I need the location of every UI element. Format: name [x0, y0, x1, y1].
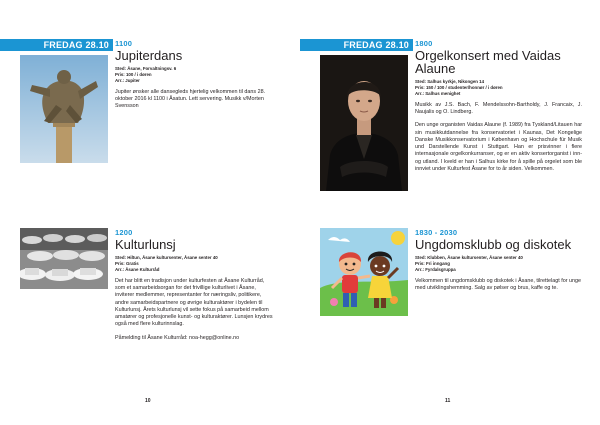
date-band: FREDAG 28.10: [0, 39, 113, 51]
event-location: Sted: Klubben, Åsane kultursenter, Åsane senter 40: [415, 255, 523, 260]
event-meta: [115, 66, 275, 85]
page-number: 10: [145, 398, 151, 404]
event-description: [115, 278, 275, 342]
event-description: [415, 102, 582, 174]
event-price: Pris: Fri inngang: [415, 261, 450, 267]
description-paragraph: Det har blitt en tradisjon under kulturfesten at Åsane Kulturråd, som et samarbeidsorgan for det frivillige kulturlivet i Åsane, inviterer medlemmer, representanter for næringsliv, politikere, andre samarbeidspartnere og øvrige kulturaktører i bydelen til Kulturlunsj. Årets kulturlunsj vil sette fokus på samarbeid mellom amatører og profesjonelle kunst- og kulturaktører. Lunsjen krydres også med flere kulturinnslag.: [115, 277, 273, 328]
kids-illustration: [320, 228, 408, 316]
description-paragraph: Den unge organisten Vaidas Alaune (f. 1989) fra Tyskland/Litauen har sin musikkutdannelse fra konservatoriet i Kaunas, Det Kongelige Danske Musikkonservatorium i København og Hochschule für Musik und Darstellende Kunst i Stuttgart. Han er prisvinner i flere internasjonale orgelkonkurranser, og er en aktiv konsertorganist i inn- og utland. I kveld er han i Salhus kirke for å spille på orgelet som ble innviet under Kulturfest Åsane for to år siden. Velkommen.: [415, 122, 582, 172]
event-meta: [415, 79, 582, 98]
event-location: Sted: Åsane, Forvaltningsv. 6: [115, 66, 177, 71]
right-page: [300, 0, 600, 425]
organist-portrait: [320, 55, 408, 191]
event-meta: [115, 255, 275, 274]
event-price: Pris: 150 / 100 / studenter/honnør / i døren: [415, 85, 503, 91]
event-organizer: Arr.: Jupiter: [115, 78, 140, 84]
event-price: Pris: 100 / i døren: [115, 72, 152, 78]
event-kulturlunsj: [115, 228, 275, 348]
event-title: Orgelkonsert med Vaidas Alaune: [415, 48, 561, 76]
event-price: Pris: Gratis: [115, 261, 139, 267]
description-paragraph: Velkommen til ungdomsklubb og diskotek i Åsane, tilrettelagt for unge med utviklingshemming. Salg av pølser og brus, kaffe og te.: [415, 277, 582, 291]
event-organizer: Arr.: Salhus menighet: [415, 91, 461, 97]
event-description: [415, 278, 582, 293]
event-title: Ungdomsklubb og diskotek: [415, 237, 572, 252]
event-organizer: Arr.: Fyrdalsgruppa: [415, 267, 456, 273]
event-meta: [415, 255, 582, 274]
event-title: Kulturlunsj: [115, 237, 176, 252]
statue-photo: [20, 55, 108, 163]
event-location: Sted: Hiltun, Åsane kultursenter, Åsane senter 40: [115, 255, 218, 260]
page-number: 11: [445, 398, 451, 404]
description-paragraph: Jupiter ønsker alle dansegleds hjertelig velkommen til dans 28. oktober 2016 kl 1100 i Åsatun. Lett servering. Musikk v/Morten Svensson: [115, 88, 266, 110]
event-time: 1800: [415, 39, 433, 48]
event-ungdomsklubb: [415, 228, 582, 298]
event-description: [115, 89, 275, 111]
description-paragraph: Musikk av J.S. Bach, F. Mendelssohn-Bartholdy, J. Francaix, J. Naujalis og O. Lindberg.: [415, 101, 582, 115]
event-jupiterdans: [115, 39, 275, 117]
registration-paragraph: Påmelding til Åsane Kulturråd: noa-hegg@online.no: [115, 334, 240, 341]
event-time: 1830 - 2030: [415, 228, 458, 237]
event-location: Sted: Salhus kyrkje, Nikongen 14: [415, 79, 485, 84]
event-organizer: Arr.: Åsane Kulturråd: [115, 267, 160, 273]
date-band: FREDAG 28.10: [300, 39, 413, 51]
cups-photo: [20, 228, 108, 289]
event-time: 1200: [115, 228, 133, 237]
event-orgelkonsert: [415, 39, 582, 179]
event-title: Jupiterdans: [115, 48, 183, 63]
event-time: 1100: [115, 39, 133, 48]
